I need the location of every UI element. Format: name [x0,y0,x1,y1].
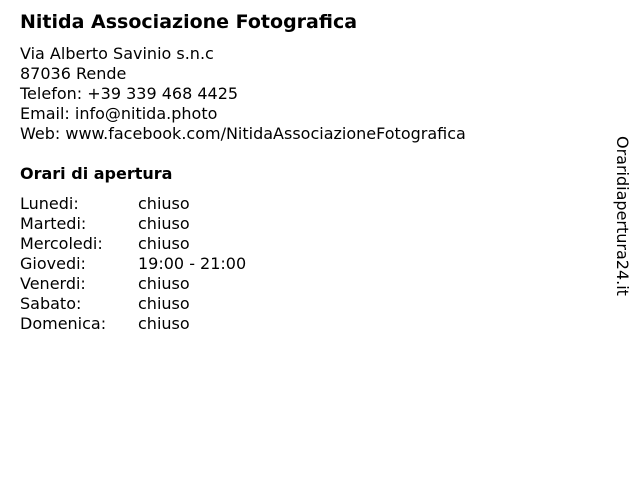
day-label: Martedi: [20,214,87,233]
day-label: Mercoledi: [20,234,103,253]
day-hours: chiuso [138,294,190,313]
day-hours: chiuso [138,194,190,213]
address-city: 87036 Rende [20,64,127,83]
day-hours: chiuso [138,274,190,293]
opening-hours-heading: Orari di apertura [20,164,173,183]
watermark-text: Oraridiapertura24.it [613,136,632,296]
day-hours: chiuso [138,214,190,233]
address-street: Via Alberto Savinio s.n.c [20,44,214,63]
site-watermark [612,136,636,308]
email-line: Email: info@nitida.photo [20,104,218,123]
day-label: Giovedi: [20,254,86,273]
business-contact-block [20,44,466,144]
day-hours: chiuso [138,234,190,253]
web-line: Web: www.facebook.com/NitidaAssociazioneFotografica [20,124,466,143]
phone-line: Telefon: +39 339 468 4425 [20,84,239,103]
day-label: Sabato: [20,294,82,313]
day-hours: 19:00 - 21:00 [138,254,247,273]
day-label: Venerdi: [20,274,86,293]
day-hours: chiuso [138,314,190,333]
business-name: Nitida Associazione Fotografica [20,11,358,33]
day-label: Domenica: [20,314,107,333]
day-label: Lunedi: [20,194,79,213]
